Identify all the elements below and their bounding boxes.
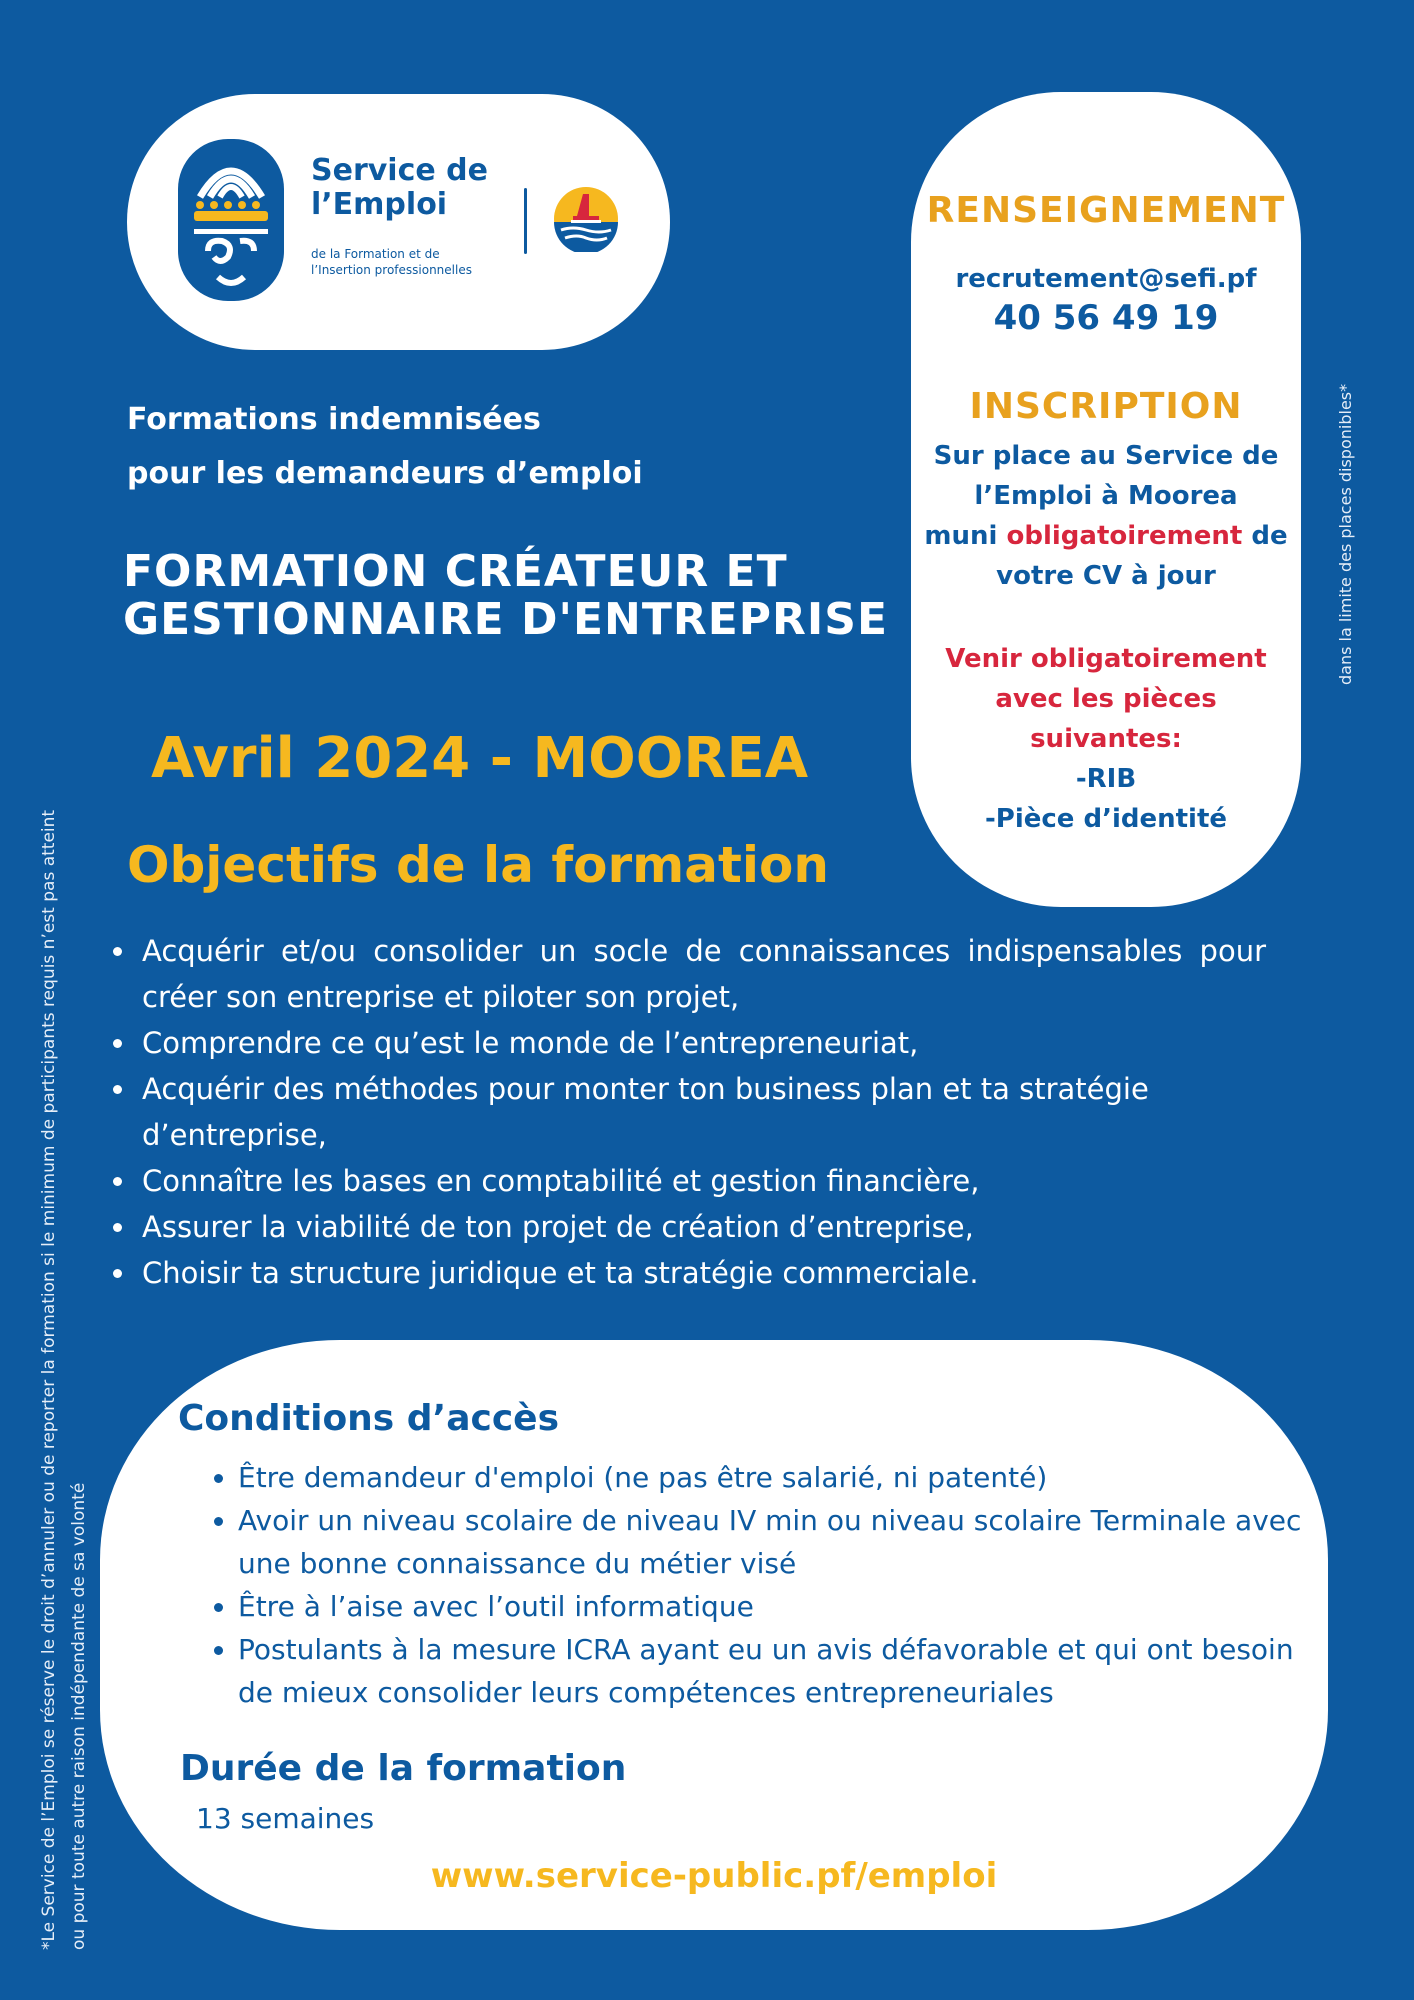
objectif-item: • Assurer la viabilité de ton projet de création d’entreprise,: [138, 1204, 1266, 1250]
subtitle-line: Formations indemnisées: [127, 402, 541, 437]
inscription-fragment: muni: [924, 521, 1007, 551]
contact-phone[interactable]: 40 56 49 19: [993, 298, 1219, 338]
page-subtitle: [127, 393, 643, 501]
objectif-item: • Comprendre ce qu’est le monde de l’entrepreneuriat,: [138, 1020, 1266, 1066]
conditions-title: Conditions d’accès: [178, 1398, 560, 1439]
disclaimer-note: [34, 810, 94, 1950]
info-card: [911, 92, 1301, 907]
duree-value: 13 semaines: [196, 1802, 375, 1835]
condition-item: • Postulants à la mesure ICRA ayant eu un avis défavorable et qui ont besoin de mieux consolider leurs compétences entrepreneuriales: [238, 1628, 1318, 1714]
condition-item: • Être demandeur d'emploi (ne pas être salarié, ni patenté): [238, 1456, 1318, 1499]
objectif-item: • Choisir ta structure juridique et ta stratégie commerciale.: [138, 1250, 1266, 1296]
logo-card: [127, 94, 670, 350]
conditions-card: [100, 1340, 1328, 1930]
logo-divider: [524, 188, 527, 254]
logo-subtitle-line: l’Insertion professionnelles: [311, 263, 472, 277]
formation-title: [123, 548, 888, 644]
required-documents: [911, 639, 1301, 839]
inscription-line: Sur place au Service de: [933, 441, 1279, 471]
logo-subtitle-line: de la Formation et de: [311, 247, 440, 261]
formation-title-line: GESTIONNAIRE D'ENTREPRISE: [123, 594, 889, 645]
inscription-line: l’Emploi à Moorea: [974, 481, 1238, 511]
inscription-line: [911, 516, 1301, 556]
inscription-fragment: de: [1242, 521, 1288, 551]
objectif-item: • Acquérir des méthodes pour monter ton business plan et ta stratégie d’entreprise,: [138, 1066, 1266, 1158]
objectifs-list: [108, 928, 1266, 1296]
website-link[interactable]: www.service-public.pf/emploi: [430, 1856, 998, 1896]
logo-subtitle: [311, 246, 511, 278]
logo-title-line: l’Emploi: [311, 187, 448, 222]
condition-item: • Être à l’aise avec l’outil informatique: [238, 1585, 1318, 1628]
conditions-list: [180, 1456, 1318, 1714]
logo-title: [311, 154, 488, 222]
inscription-emphasis: obligatoirement: [1006, 521, 1243, 551]
duree-title: Durée de la formation: [180, 1748, 627, 1789]
objectif-item: • Connaître les bases en comptabilité et gestion financière,: [138, 1158, 1266, 1204]
required-docs-line: suivantes:: [1030, 724, 1182, 754]
formation-title-line: FORMATION CRÉATEUR ET: [123, 546, 788, 597]
subtitle-line: pour les demandeurs d’emploi: [127, 456, 643, 491]
renseignement-title: RENSEIGNEMENT: [926, 190, 1286, 231]
required-docs-line: avec les pièces: [995, 684, 1217, 714]
polynesia-emblem-icon: [553, 186, 619, 252]
date-location: Avril 2024 - MOOREA: [151, 726, 809, 791]
logo-title-line: Service de: [311, 153, 488, 188]
objectifs-title: Objectifs de la formation: [127, 836, 829, 894]
availability-note: dans la limite des places disponibles*: [1336, 383, 1355, 685]
contact-email[interactable]: recrutement@sefi.pf: [955, 264, 1257, 294]
required-doc-item: -RIB: [1075, 764, 1137, 794]
required-doc-item: -Pièce d’identité: [984, 804, 1228, 834]
objectif-item: • Acquérir et/ou consolider un socle de connaissances indispensables pour créer son entreprise et piloter son projet,: [138, 928, 1266, 1020]
inscription-title: INSCRIPTION: [969, 386, 1243, 427]
disclaimer-line: *Le Service de l’Emploi se réserve le droit d’annuler ou de reporter la formation si le minimum de participants requis n’est pas atteint: [39, 809, 59, 1950]
disclaimer-line: ou pour toute autre raison indépendante de sa volonté: [69, 1482, 89, 1950]
inscription-line: votre CV à jour: [996, 561, 1216, 591]
inscription-text: [911, 436, 1301, 596]
condition-item: • Avoir un niveau scolaire de niveau IV min ou niveau scolaire Terminale avec une bonne connaissance du métier visé: [238, 1499, 1318, 1585]
service-emploi-logo-icon: [178, 139, 284, 301]
required-docs-line: Venir obligatoirement: [945, 644, 1267, 674]
